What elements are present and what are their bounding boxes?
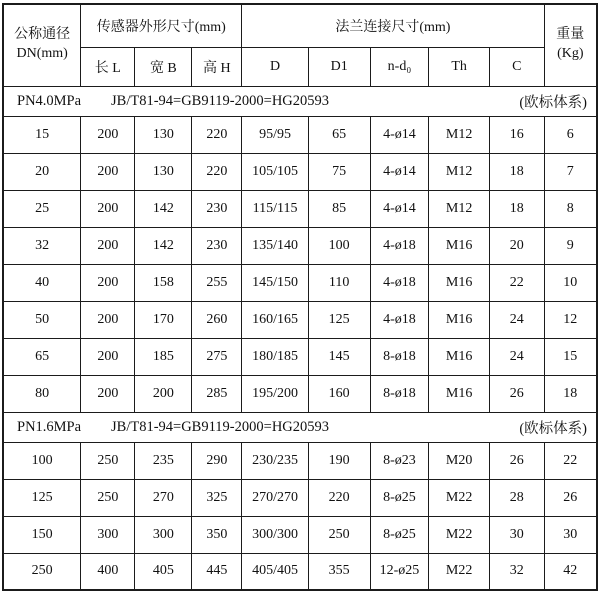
table-row: [3, 190, 597, 227]
table-cell: 400: [81, 553, 135, 590]
table-cell: 50: [3, 301, 81, 338]
header-nominal-diameter-line1: 公称通径: [14, 27, 71, 43]
table-header: [3, 4, 597, 86]
table-row: [3, 301, 597, 338]
table-cell: 158: [135, 264, 192, 301]
table-cell: 230/235: [242, 442, 309, 479]
header-width-b: 宽 B: [135, 47, 192, 86]
table-cell: 350: [192, 516, 242, 553]
table-cell: 145/150: [242, 264, 309, 301]
table-cell: 130: [135, 116, 192, 153]
table-cell: M16: [429, 264, 490, 301]
table-cell: 32: [489, 553, 544, 590]
table-cell: 25: [3, 190, 81, 227]
table-cell: 18: [544, 375, 597, 412]
table-cell: M12: [429, 116, 490, 153]
table-cell: 42: [544, 553, 597, 590]
header-d1: D1: [308, 47, 370, 86]
table-cell: 142: [135, 190, 192, 227]
header-length-l: 长 L: [81, 47, 135, 86]
table-cell: 20: [489, 227, 544, 264]
table-cell: 8-ø18: [370, 338, 429, 375]
table-cell: M12: [429, 153, 490, 190]
table-cell: 8-ø25: [370, 479, 429, 516]
table-cell: 40: [3, 264, 81, 301]
table-cell: 200: [81, 116, 135, 153]
header-d: D: [242, 47, 309, 86]
table-cell: 18: [489, 190, 544, 227]
table-cell: 8: [544, 190, 597, 227]
table-cell: 250: [308, 516, 370, 553]
table-cell: 250: [81, 442, 135, 479]
standard-system-label: (欧标体系): [519, 94, 587, 111]
table-cell: 135/140: [242, 227, 309, 264]
table-body: [3, 86, 597, 590]
table-cell: 4-ø18: [370, 227, 429, 264]
table-cell: 185: [135, 338, 192, 375]
table-cell: 200: [81, 227, 135, 264]
table-row: [3, 553, 597, 590]
table-cell: 125: [3, 479, 81, 516]
table-cell: 8-ø25: [370, 516, 429, 553]
table-cell: 110: [308, 264, 370, 301]
header-nominal-diameter: [3, 4, 81, 86]
table-cell: 150: [3, 516, 81, 553]
table-cell: 125: [308, 301, 370, 338]
table-cell: 22: [544, 442, 597, 479]
table-cell: 15: [544, 338, 597, 375]
table-cell: 325: [192, 479, 242, 516]
table-cell: 290: [192, 442, 242, 479]
table-cell: 32: [3, 227, 81, 264]
table-cell: 24: [489, 338, 544, 375]
standard-system-label: (欧标体系): [519, 420, 587, 437]
table-cell: 24: [489, 301, 544, 338]
table-cell: 26: [544, 479, 597, 516]
table-cell: 300/300: [242, 516, 309, 553]
table-cell: 22: [489, 264, 544, 301]
header-height-h: 高 H: [192, 47, 242, 86]
header-weight-line1: 重量: [556, 27, 585, 43]
section-row: [3, 412, 597, 442]
table-cell: 18: [489, 153, 544, 190]
table-cell: 200: [81, 338, 135, 375]
table-cell: 65: [3, 338, 81, 375]
table-cell: M16: [429, 301, 490, 338]
table-cell: 30: [544, 516, 597, 553]
table-cell: 26: [489, 442, 544, 479]
table-cell: 445: [192, 553, 242, 590]
standard-code-label: JB/T81-94=GB9119-2000=HG20593: [111, 418, 330, 435]
table-cell: 200: [81, 153, 135, 190]
table-cell: 115/115: [242, 190, 309, 227]
table-row: [3, 153, 597, 190]
table-cell: 80: [3, 375, 81, 412]
table-cell: 300: [81, 516, 135, 553]
table-cell: 142: [135, 227, 192, 264]
table-cell: 300: [135, 516, 192, 553]
table-row: [3, 516, 597, 553]
table-cell: 8-ø23: [370, 442, 429, 479]
table-cell: 220: [192, 153, 242, 190]
table-cell: 145: [308, 338, 370, 375]
table-cell: M16: [429, 338, 490, 375]
table-cell: 255: [192, 264, 242, 301]
table-cell: 12: [544, 301, 597, 338]
table-cell: 105/105: [242, 153, 309, 190]
table-cell: 170: [135, 301, 192, 338]
table-cell: 180/185: [242, 338, 309, 375]
table-cell: M12: [429, 190, 490, 227]
table-cell: 250: [3, 553, 81, 590]
table-cell: 275: [192, 338, 242, 375]
table-cell: 130: [135, 153, 192, 190]
table-cell: M16: [429, 375, 490, 412]
table-cell: 75: [308, 153, 370, 190]
table-cell: 230: [192, 190, 242, 227]
table-cell: 95/95: [242, 116, 309, 153]
table-cell: M22: [429, 516, 490, 553]
table-cell: 200: [81, 264, 135, 301]
header-nominal-diameter-line2: DN(mm): [16, 46, 68, 62]
header-weight: [544, 4, 597, 86]
table-cell: 4-ø14: [370, 153, 429, 190]
table-cell: 20: [3, 153, 81, 190]
table-cell: 405/405: [242, 553, 309, 590]
table-cell: 220: [308, 479, 370, 516]
table-cell: 195/200: [242, 375, 309, 412]
table-cell: 200: [81, 301, 135, 338]
table-cell: M22: [429, 479, 490, 516]
table-cell: 200: [81, 190, 135, 227]
table-cell: 85: [308, 190, 370, 227]
table-cell: 8-ø18: [370, 375, 429, 412]
table-row: [3, 375, 597, 412]
table-cell: 12-ø25: [370, 553, 429, 590]
standard-code-label: JB/T81-94=GB9119-2000=HG20593: [111, 92, 330, 109]
table-row: [3, 116, 597, 153]
header-th: Th: [429, 47, 490, 86]
table-cell: 4-ø14: [370, 190, 429, 227]
table-cell: 270: [135, 479, 192, 516]
table-row: [3, 338, 597, 375]
table-cell: 26: [489, 375, 544, 412]
table-cell: 10: [544, 264, 597, 301]
table-cell: 16: [489, 116, 544, 153]
pressure-rating-label: PN4.0MPa: [17, 92, 82, 109]
table-cell: 270/270: [242, 479, 309, 516]
section-row: [3, 86, 597, 116]
table-row: [3, 264, 597, 301]
section-cell: [3, 86, 597, 116]
table-cell: 9: [544, 227, 597, 264]
table-cell: 200: [81, 375, 135, 412]
table-row: [3, 479, 597, 516]
table-cell: 200: [135, 375, 192, 412]
table-cell: 285: [192, 375, 242, 412]
table-cell: 7: [544, 153, 597, 190]
table-cell: M16: [429, 227, 490, 264]
table-cell: 405: [135, 553, 192, 590]
table-cell: 4-ø18: [370, 264, 429, 301]
header-n-d0: n-d₀: [370, 47, 429, 86]
spec-table: [2, 3, 598, 591]
table-cell: 190: [308, 442, 370, 479]
header-weight-line2: (Kg): [557, 46, 584, 62]
pressure-rating-label: PN1.6MPa: [17, 418, 82, 435]
table-cell: 4-ø14: [370, 116, 429, 153]
table-cell: M20: [429, 442, 490, 479]
table-cell: 160/165: [242, 301, 309, 338]
table-cell: 4-ø18: [370, 301, 429, 338]
table-cell: 220: [192, 116, 242, 153]
table-cell: 15: [3, 116, 81, 153]
header-flange-dimensions-group: 法兰连接尺寸(mm): [242, 4, 544, 47]
table-cell: 65: [308, 116, 370, 153]
table-cell: 30: [489, 516, 544, 553]
header-sensor-dimensions-group: 传感器外形尺寸(mm): [81, 4, 242, 47]
table-cell: 6: [544, 116, 597, 153]
section-cell: [3, 412, 597, 442]
table-cell: 230: [192, 227, 242, 264]
table-cell: M22: [429, 553, 490, 590]
table-row: [3, 442, 597, 479]
table-cell: 28: [489, 479, 544, 516]
header-c: C: [489, 47, 544, 86]
table-cell: 160: [308, 375, 370, 412]
table-cell: 100: [3, 442, 81, 479]
table-cell: 250: [81, 479, 135, 516]
table-row: [3, 227, 597, 264]
table-cell: 100: [308, 227, 370, 264]
table-cell: 260: [192, 301, 242, 338]
table-cell: 355: [308, 553, 370, 590]
table-cell: 235: [135, 442, 192, 479]
